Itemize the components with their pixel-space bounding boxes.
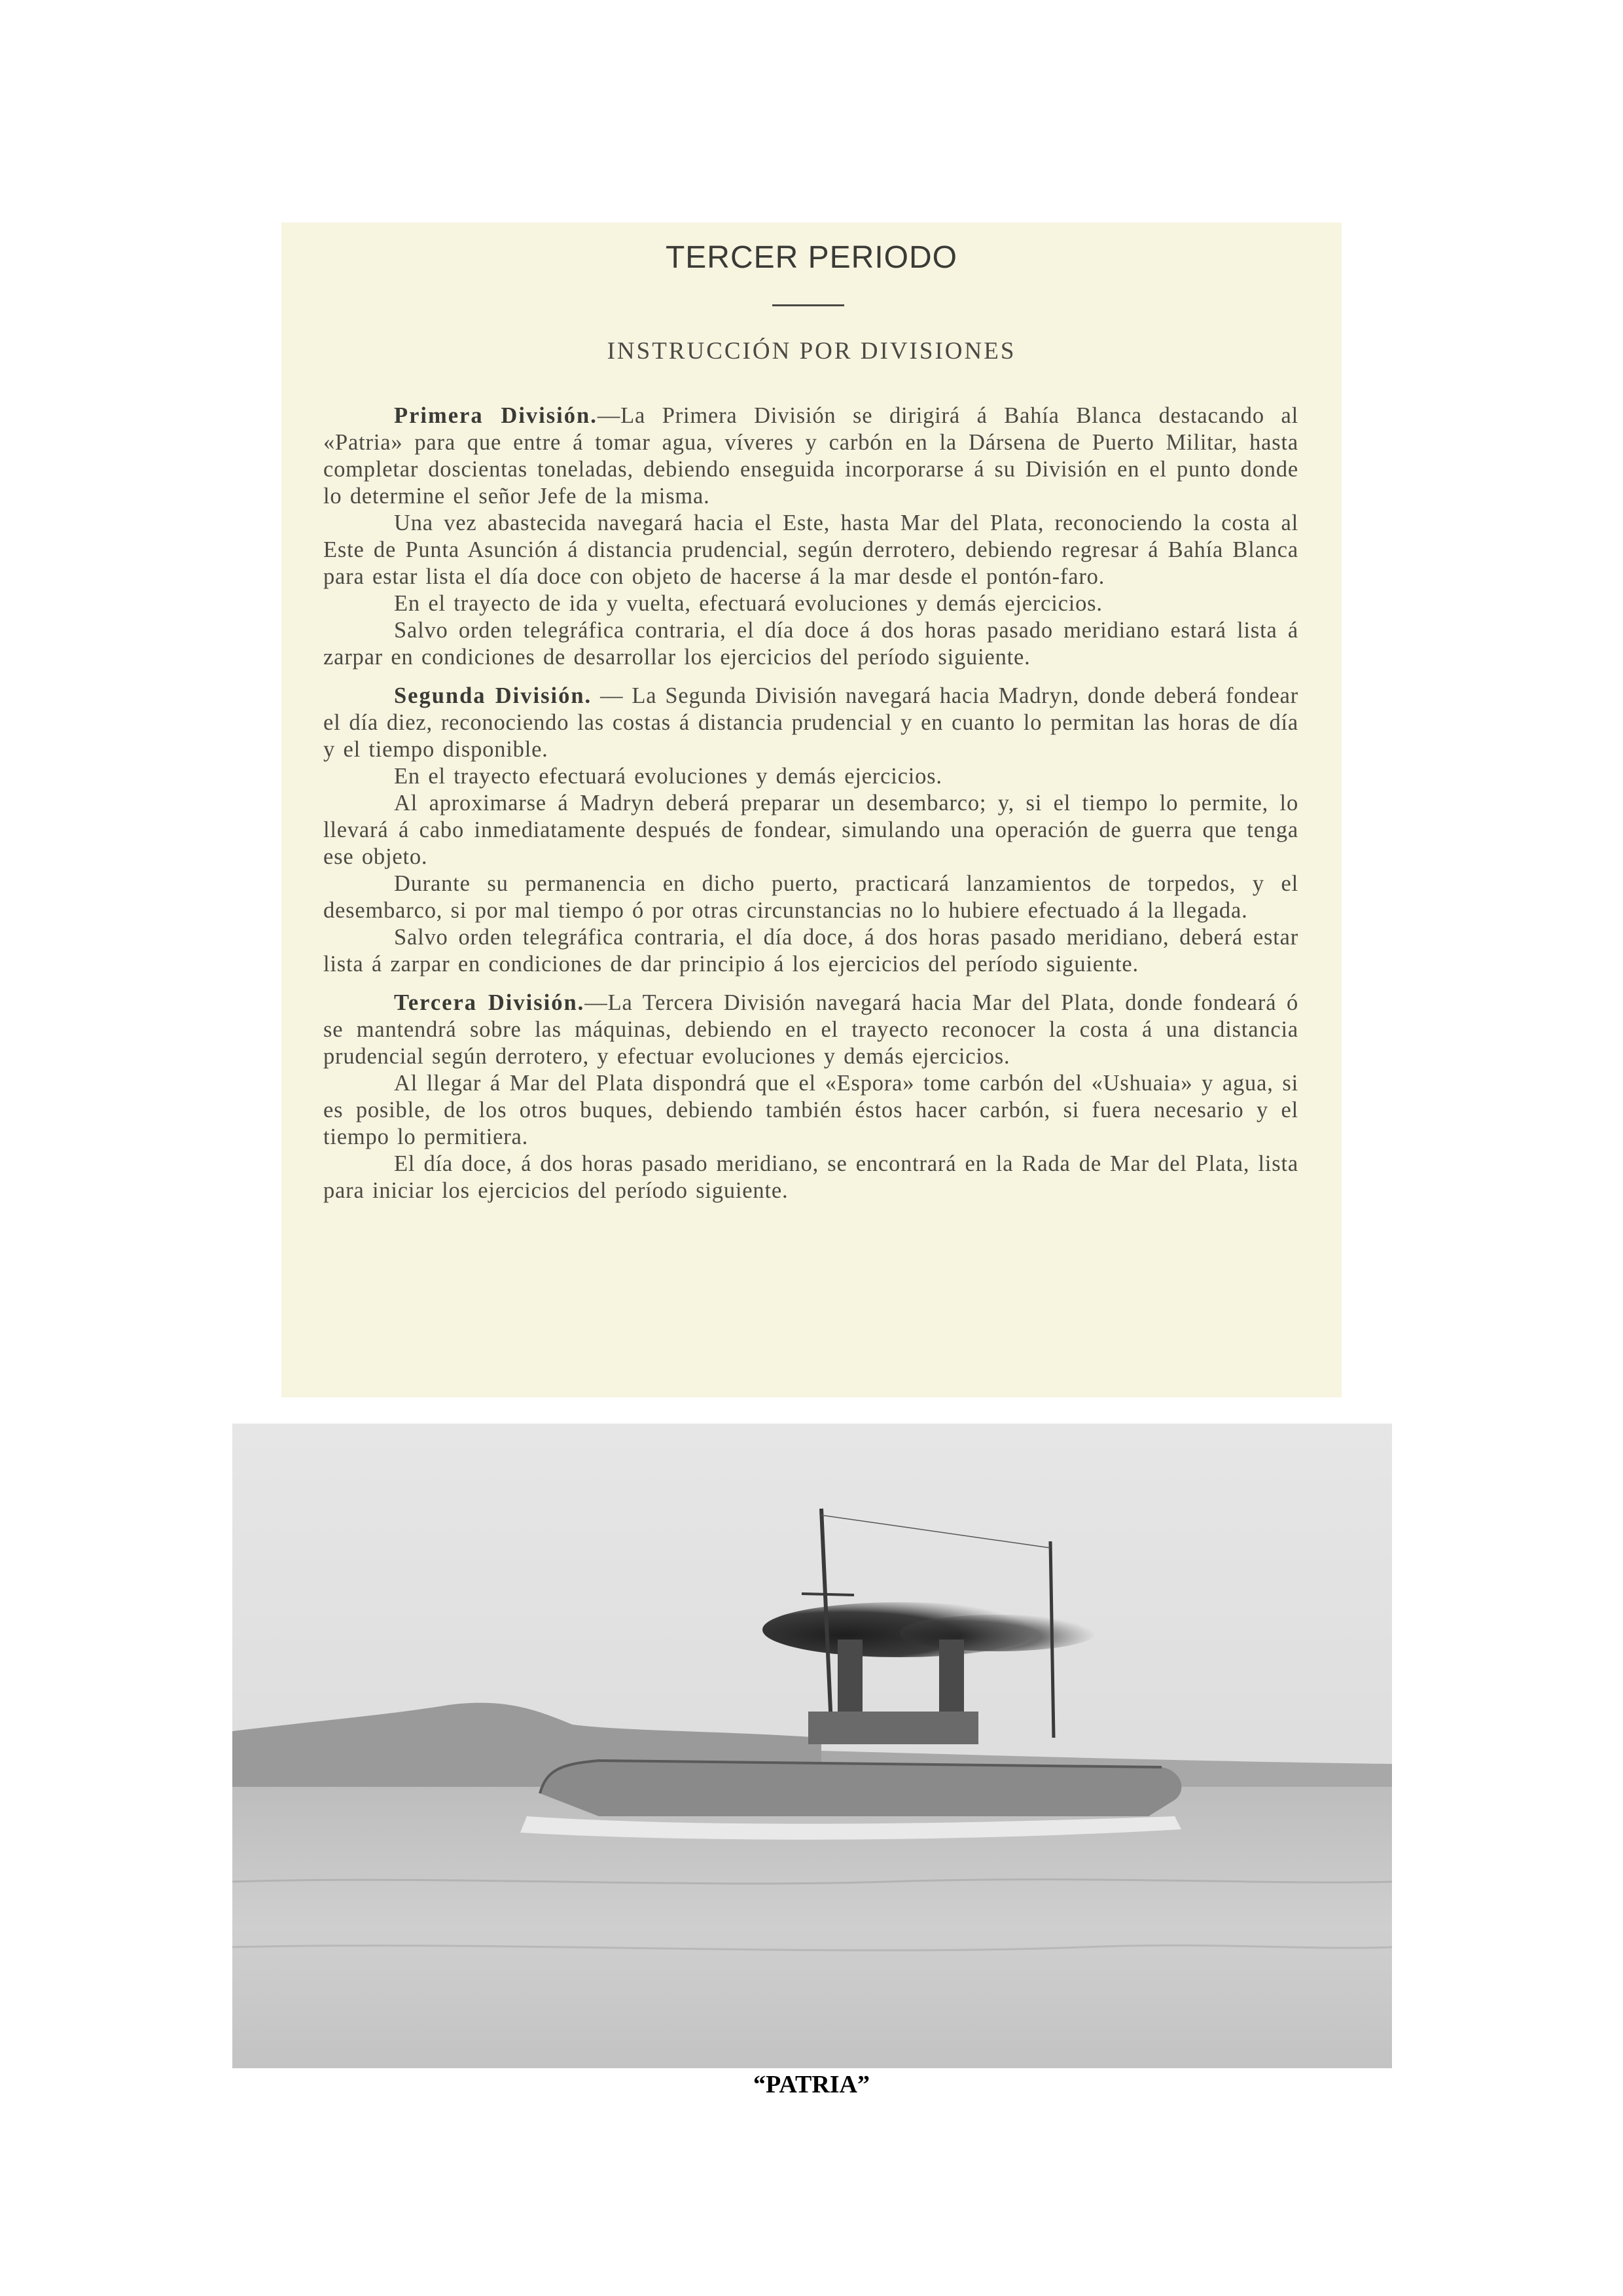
primera-division-text-4: Salvo orden telegráfica contraria, el día doce á dos horas pasado meridiano estará lista á zarpar en condiciones de desarrollar los ejercicios del período siguiente. xyxy=(323,618,1298,670)
primera-division-text-1: —La Primera División se dirigirá á Bahía Blanca destacando al «Patria» para que entre á tomar agua, víveres y carbón en la Dársena de Puerto Militar, hasta completar doscientas toneladas, debiendo enseguida incorporarse á su División en el punto donde lo determine el señor Jefe de la misma. xyxy=(323,403,1298,509)
segunda-division-heading: Segunda División. xyxy=(394,683,592,708)
tercera-division-text-2: Al llegar á Mar del Plata dispondrá que el «Espora» tome carbón del «Ushuaia» y agua, si es posible, de los otros buques, debiendo también éstos hacer carbón, si fuera necesario y el tiempo lo permitiera. xyxy=(323,1071,1298,1149)
segunda-division-text-5: Salvo orden telegráfica contraria, el día doce, á dos horas pasado meridiano, deberá estar lista á zarpar en condiciones de dar principio á los ejercicios del período siguiente. xyxy=(323,925,1298,977)
tercera-division-text-3: El día doce, á dos horas pasado meridiano, se encontrará en la Rada de Mar del Plata, lista para iniciar los ejercicios del período siguiente. xyxy=(323,1151,1298,1203)
scanned-page xyxy=(281,223,1342,1397)
segunda-division-text-4: Durante su permanencia en dicho puerto, practicará lanzamientos de torpedos, y el desembarco, si por mal tiempo ó por otras circunstancias no lo hubiere efectuado á la llegada. xyxy=(323,871,1298,923)
superstructure xyxy=(808,1712,978,1744)
primera-division-heading: Primera División. xyxy=(394,403,597,428)
segunda-division-text-2: En el trayecto efectuará evoluciones y demás ejercicios. xyxy=(394,764,942,789)
tercera-division-heading: Tercera División. xyxy=(394,990,585,1015)
page-subtitle: INSTRUCCIÓN POR DIVISIONES xyxy=(607,338,1016,365)
cruiser-photo xyxy=(232,1424,1392,2068)
segunda-division-text-1: — La Segunda División navegará hacia Madryn, donde deberá fondear el día diez, reconociendo las costas á distancia prudencial y en cuanto lo permitan las horas de día y el tiempo disponible. xyxy=(323,683,1298,762)
instruction-text xyxy=(323,403,1298,1204)
ship-hull xyxy=(540,1761,1181,1816)
primera-division-text-3: En el trayecto de ida y vuelta, efectuará evoluciones y demás ejercicios. xyxy=(394,591,1103,616)
primera-division-paragraph xyxy=(323,403,1298,510)
tercera-division-paragraph xyxy=(323,990,1298,1070)
fore-yard xyxy=(802,1594,854,1595)
smoke-plume xyxy=(900,1615,1096,1651)
segunda-division-text-3: Al aproximarse á Madryn deberá preparar un desembarco; y, si el tiempo lo permite, lo llevará á cabo inmediatamente después de fondear, simulando una operación de guerra que tenga ese objeto. xyxy=(323,791,1298,869)
tercera-division-text-1: —La Tercera División navegará hacia Mar del Plata, donde fondeará ó se mantendrá sobre las máquinas, debiendo en el trayecto reconocer la costa á una distancia prudencial según derrotero, y efectuar evoluciones y demás ejercicios. xyxy=(323,990,1299,1069)
primera-division-text-2: Una vez abastecida navegará hacia el Este, hasta Mar del Plata, reconociendo la costa al Este de Punta Asunción á distancia prudencial, según derrotero, debiendo regresar á Bahía Blanca para estar lista el día doce con objeto de hacerse á la mar desde el pontón-faro. xyxy=(323,511,1298,589)
photo-caption: “PATRIA” xyxy=(753,2071,870,2098)
title-divider xyxy=(772,304,844,306)
segunda-division-paragraph xyxy=(323,683,1298,763)
page-title: TERCER PERIODO xyxy=(665,240,958,275)
